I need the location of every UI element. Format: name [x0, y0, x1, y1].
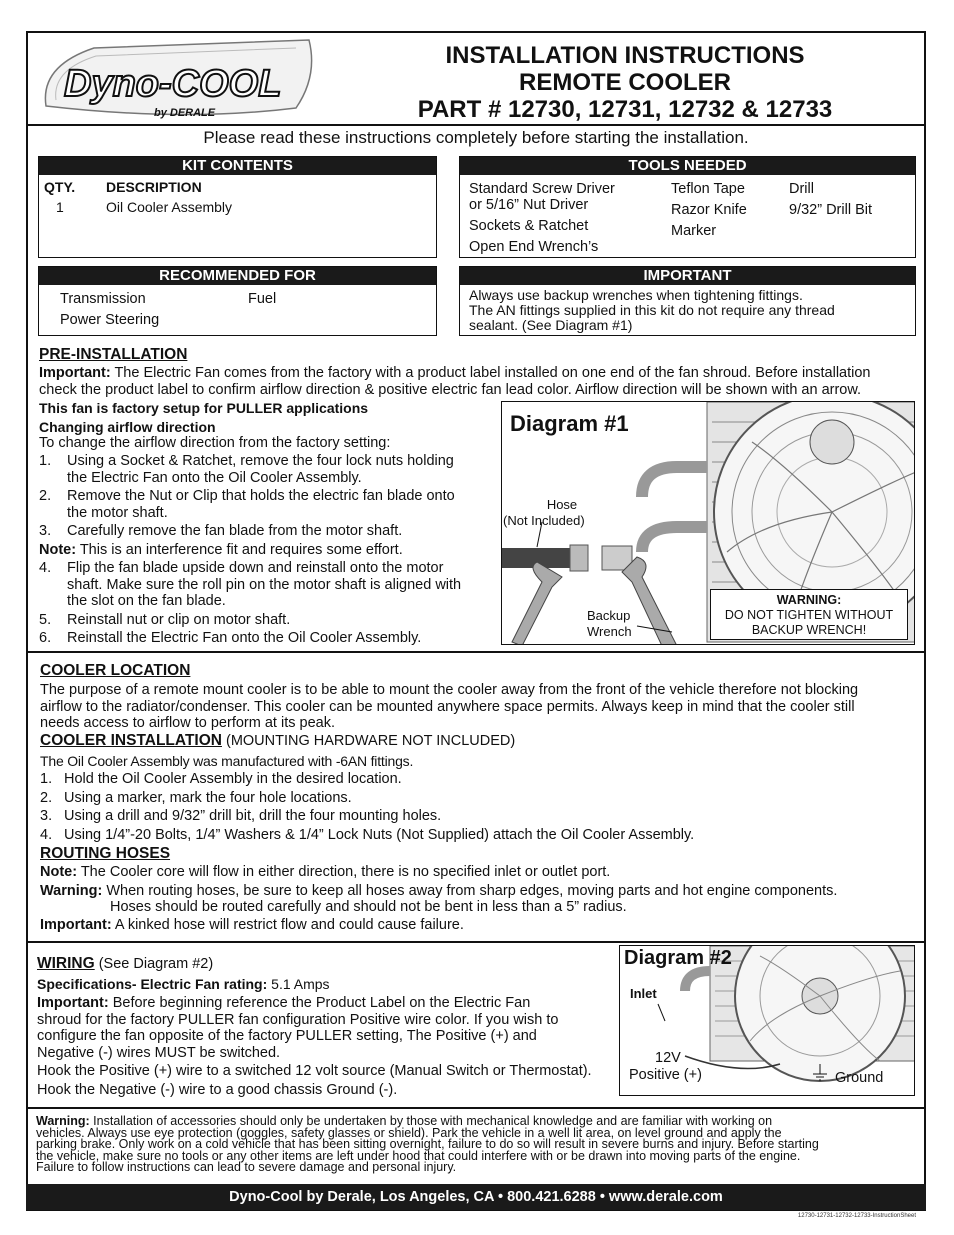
logo-sub: by DERALE: [154, 107, 216, 119]
logo-text: Dyno-COOL: [64, 63, 282, 105]
safety-warning: Warning: Installation of accessories should only be undertaken by those with mechanical knowledge and are familiar with working on vehicles. Always use eye protection (goggles, safety glasses or shield). Park the vehicle in a well lit area, on level ground and apply the parking brake. Only work on a cold vehicle that has been sitting overnight, failure to do so will result in severe burns and injury. Before starting the vehicle, make sure no tools or any other items are left under hood that could interfere with or be drawn into moving parts of the engine. Failure to follow instructions can lead to severe damage and personal injury.: [36, 1114, 819, 1174]
pre-installation-heading: PRE-INSTALLATION: [39, 346, 188, 363]
kit-contents-header: KIT CONTENTS: [39, 157, 436, 175]
tools-needed-box: TOOLS NEEDED Standard Screw Driver or 5/16” Nut Driver Sockets & Ratchet Open End Wrench’s Teflon Tape Razor Knife Marker Drill 9/32” Drill Bit: [459, 156, 916, 258]
diagram-2: Diagram #2 Inlet 12V Positive (+) Ground: [619, 945, 915, 1096]
recommended-header: RECOMMENDED FOR: [39, 267, 436, 285]
divider: [26, 941, 926, 943]
page-title: INSTALLATION INSTRUCTIONS REMOTE COOLER PART # 12730, 12731, 12732 & 12733: [417, 42, 833, 123]
diagram-1: Diagram #1 Hose (Not Included) Backup Wrench WARNING: DO NOT TIGHTEN WITHOUT BACKUP WRENCH!: [501, 401, 915, 645]
diagram-1-label: Diagram #1: [510, 411, 629, 436]
dyno-cool-logo: [34, 36, 319, 124]
pre-steps-list: 1. Using a Socket & Ratchet, remove the four lock nuts holding the Electric Fan onto the Oil Cooler Assembly. 2. Remove the Nut or Clip that holds the electric fan blade onto the motor shaft. 3. Carefully remove the fan blade from the motor shaft. Note: This is an interference fit and requires some effort. 4. Flip the fan blade upside down and reinstall onto the motor shaft. Make sure the roll pin on the motor shaft is aligned with the slot on the fan blade. 5. Reinstall nut or clip on motor shaft. 6. Reinstall the Electric Fan onto the Oil Cooler Assembly.: [39, 453, 462, 646]
footer-bar: Dyno-Cool by Derale, Los Angeles, CA • 800.421.6288 • www.derale.com: [26, 1184, 926, 1210]
wiring-heading: WIRING (See Diagram #2): [37, 955, 214, 972]
important-header: IMPORTANT: [460, 267, 915, 285]
routing-hoses-heading: ROUTING HOSES: [40, 845, 171, 862]
intro-text: Please read these instructions completely before starting the installation.: [203, 128, 749, 147]
pre-important-text: Important: The Electric Fan comes from the factory with a product label installed on one end of the fan shroud. Before installation check the product label to confirm airflow direction & positive electric fan lead color. Airflow direction will be shown with an arrow.: [39, 365, 871, 398]
important-box: IMPORTANT Always use backup wrenches when tightening fittings. The AN fittings supplied in this kit do not require any thread sealant. (See Diagram #1): [459, 266, 916, 336]
wiring-important: Important: Before beginning reference the Product Label on the Electric Fan shroud for the factory PULLER fan configuration Positive wire color. If you wish to configure the fan opposite of the factory PULLER setting, The Positive (+) and Negative (-) wires MUST be switched. Hook the Positive (+) wire to a switched 12 volt source (Manual Switch or Thermostat). Hook the Negative (-) wire to a good chassis Ground (-).: [37, 995, 592, 1098]
divider: [26, 1107, 926, 1109]
recommended-box: RECOMMENDED FOR Transmission Fuel Power Steering: [38, 266, 437, 336]
divider: [26, 124, 926, 126]
diagram-2-label: Diagram #2: [624, 947, 732, 969]
cooler-location-heading: COOLER LOCATION: [40, 662, 191, 679]
cooler-installation-heading: COOLER INSTALLATION (MOUNTING HARDWARE NOT INCLUDED): [40, 732, 516, 749]
tools-needed-header: TOOLS NEEDED: [460, 157, 915, 175]
installation-steps: 1. Hold the Oil Cooler Assembly in the desired location. 2. Using a marker, mark the four hole locations. 3. Using a drill and 9/32” drill bit, drill the four mounting holes. 4. Using 1/4”-20 Bolts, 1/4” Washers & 1/4” Lock Nuts (Not Supplied) attach the Oil Cooler Assembly.: [40, 771, 695, 843]
kit-contents-box: KIT CONTENTS QTY. DESCRIPTION 1 Oil Cooler Assembly: [38, 156, 437, 258]
diagram-1-warning: WARNING: DO NOT TIGHTEN WITHOUT BACKUP WRENCH!: [710, 589, 908, 640]
divider: [26, 651, 926, 653]
routing-text: Note: The Cooler core will flow in either direction, there is no specified inlet or outlet port. Warning: When routing hoses, be sure to keep all hoses away from sharp edges, moving parts and hot engine components. Hoses should be routed carefully and should not be bent in less than a 5” radius. Important: A kinked hose will restrict flow and could cause failure.: [40, 864, 838, 933]
cooler-location-text: The purpose of a remote mount cooler is to be able to mount the cooler away from the front of the vehicle therefore not blocking airflow to the radiator/condenser. This cooler can be mounted anywhere space permits. Always keep in mind that the cooler still needs access to airflow to perform at its peak.: [40, 682, 859, 731]
doc-id: 12730-12731-12732-12733-InstructionSheet: [797, 1213, 916, 1219]
